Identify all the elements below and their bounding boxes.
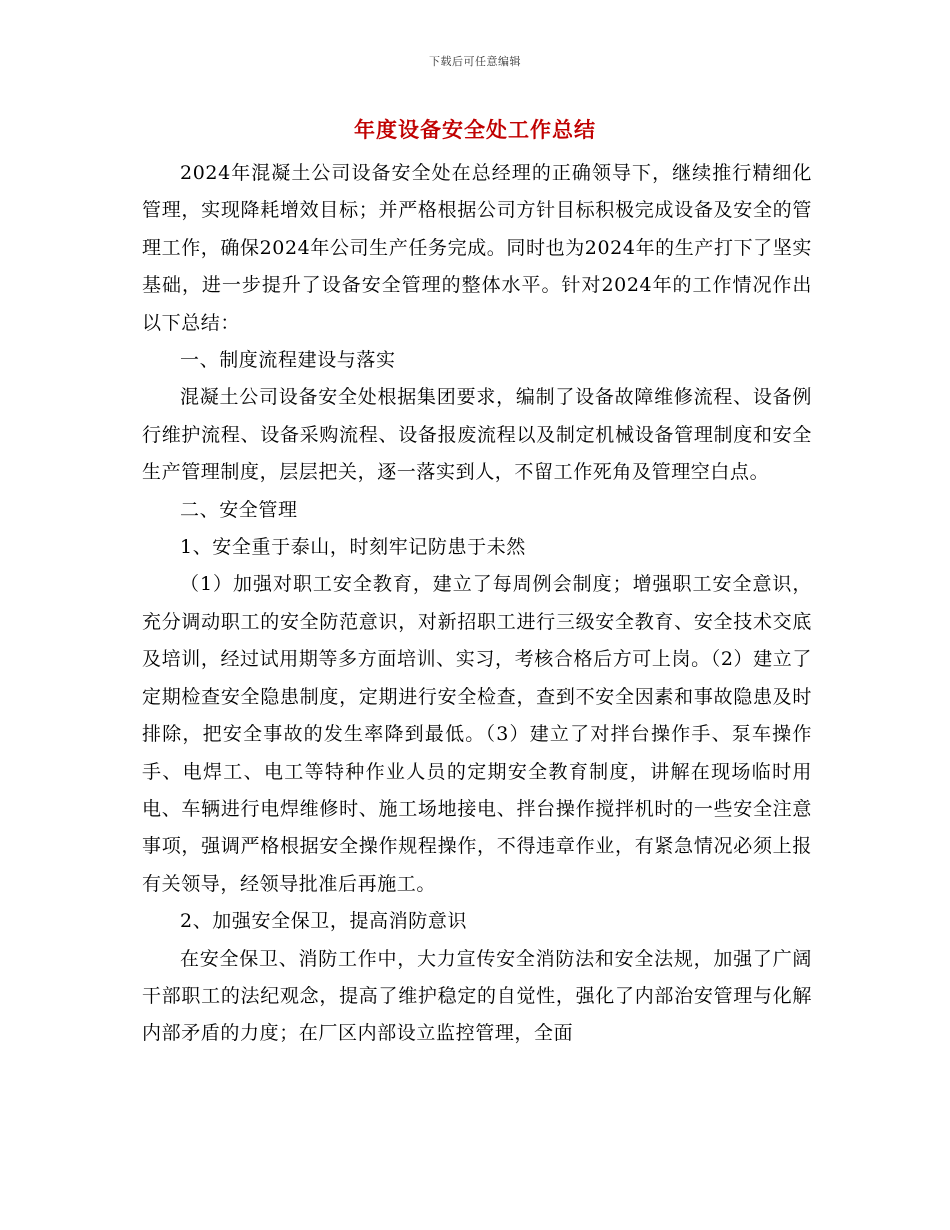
paragraph-security: 在安全保卫、消防工作中，大力宣传安全消防法和安全法规，加强了广阔干部职工的法纪观念，提高了维护稳定的自觉性，强化了内部治安管理与化解内部矛盾的力度；在厂区内部设立监控管理，全面: [142, 947, 812, 1045]
header-note: 下载后可任意编辑: [429, 55, 521, 68]
paragraph-intro: 2024年混凝土公司设备安全处在总经理的正确领导下，继续推行精细化管理，实现降耗增效目标；并严格根据公司方针目标积极完成设备及安全的管理工作，确保2024年公司生产任务完成。同时也为2024年的生产打下了坚实基础，进一步提升了设备安全管理的整体水平。针对2024年的工作情况作出以下总结：: [142, 162, 812, 334]
paragraph-system: 混凝土公司设备安全处根据集团要求，编制了设备故障维修流程、设备例行维护流程、设备采购流程、设备报废流程以及制定机械设备管理制度和安全生产管理制度，层层把关，逐一落实到人，不留工作死角及管理空白点。: [142, 386, 812, 484]
document-body: [142, 155, 812, 1053]
document-title: 年度设备安全处工作总结: [354, 117, 596, 142]
subheading-security: 2、加强安全保卫，提高消防意识: [180, 910, 468, 933]
paragraph-safety-measures: （1）加强对职工安全教育，建立了每周例会制度；增强职工安全意识，充分调动职工的安全防范意识，对新招职工进行三级安全教育、安全技术交底及培训，经过试用期等多方面培训、实习，考核合格后方可上岗。（2）建立了定期检查安全隐患制度，定期进行安全检查，查到不安全因素和事故隐患及时排除，把安全事故的发生率降到最低。（3）建立了对拌台操作手、泵车操作手、电焊工、电工等特种作业人员的定期安全教育制度，讲解在现场临时用电、车辆进行电焊维修时、施工场地接电、拌台操作搅拌机时的一些安全注意事项，强调严格根据安全操作规程操作，不得违章作业，有紧急情况必须上报有关领导，经领导批准后再施工。: [142, 573, 812, 895]
section-heading-1: 一、制度流程建设与落实: [180, 349, 396, 372]
section-heading-2: 二、安全管理: [180, 498, 298, 521]
subheading-safety: 1、安全重于泰山，时刻牢记防患于未然: [180, 536, 526, 559]
